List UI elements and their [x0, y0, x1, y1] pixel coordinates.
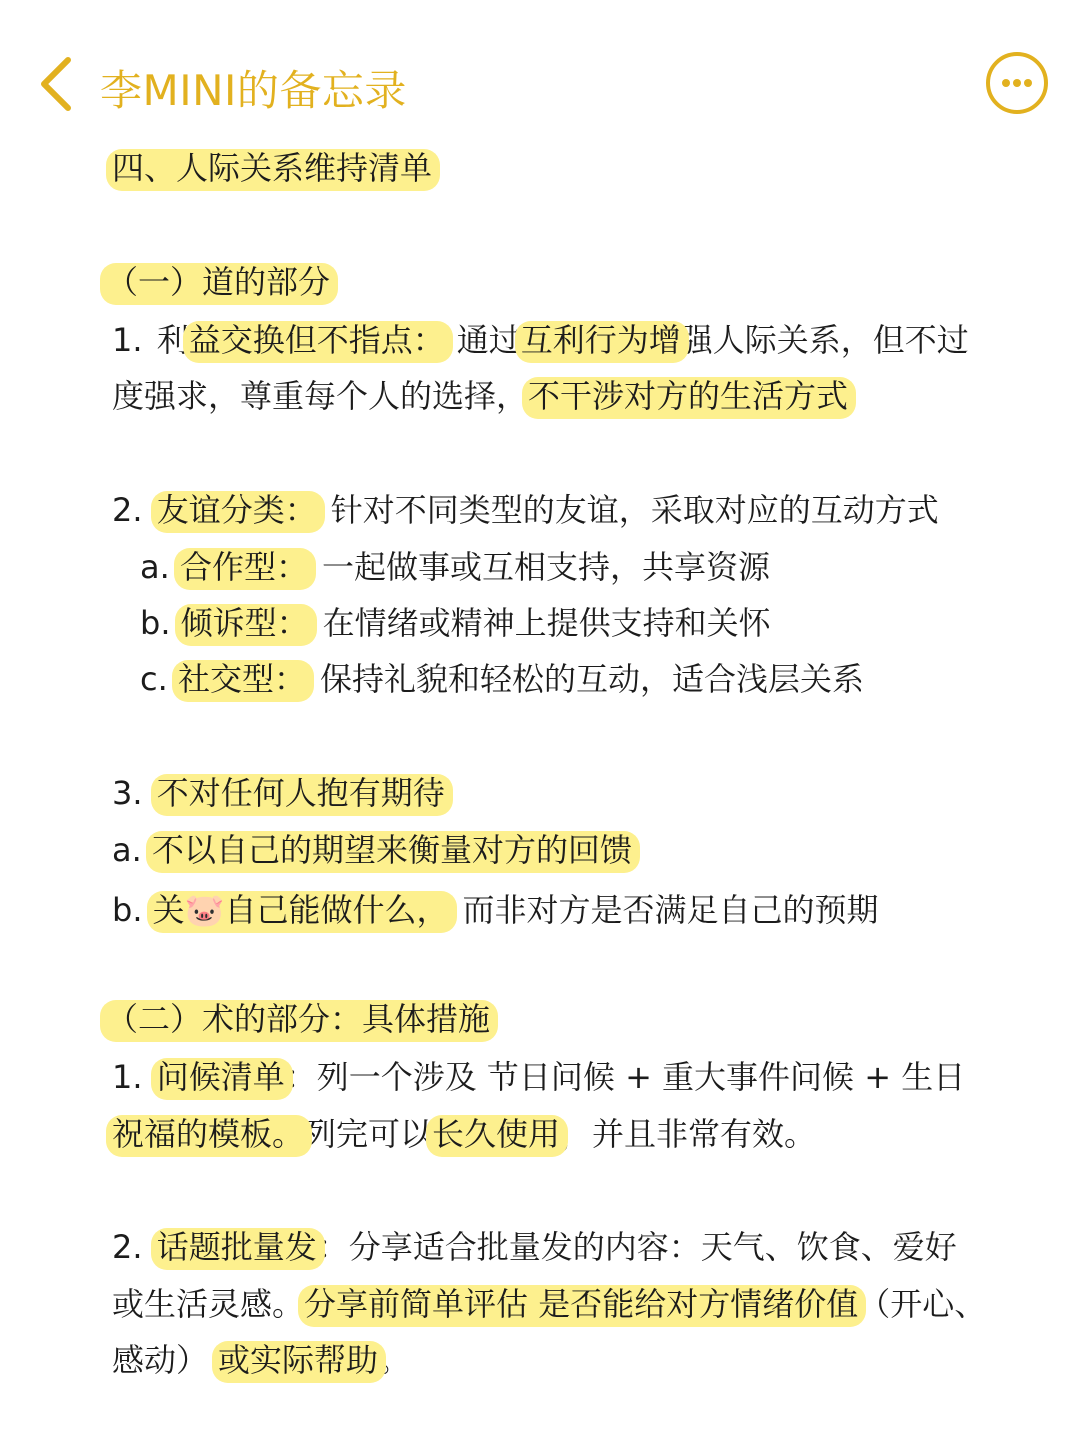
item-1-3-sub-a: a. 不以自己的期望来衡量对方的回馈	[112, 831, 632, 869]
note-heading: 四、人际关系维持清单	[112, 149, 433, 187]
item-2-2-line-3: 感动） 或实际帮助。	[112, 1341, 411, 1379]
list-item-b: b. 倾诉型： 在情绪或精神上提供支持和关怀	[140, 604, 771, 642]
item-2-1-line-1: 1. 问候清单：列一个涉及 节日问候 + 重大事件问候 + 生日	[112, 1058, 966, 1096]
item-1-1-line-1: 1. 利益交换但不指点： 通过互利行为增强人际关系，但不过	[112, 321, 969, 359]
item-2-2-line-2: 或生活灵感。分享前简单评估 是否能给对方情绪价值（开心、	[112, 1285, 987, 1323]
app-title: 李MINI的备忘录	[100, 66, 407, 115]
more-dots-icon	[990, 56, 1044, 110]
item-2-2-line-1: 2. 话题批量发：分享适合批量发的内容：天气、饮食、爱好	[112, 1228, 957, 1266]
list-item-c: c. 社交型： 保持礼貌和轻松的互动，适合浅层关系	[140, 660, 864, 698]
back-button[interactable]	[34, 52, 90, 116]
more-button[interactable]	[986, 52, 1048, 114]
section-1-title: （一）道的部分	[106, 263, 331, 301]
app-header	[0, 0, 1080, 150]
chevron-left-icon	[34, 52, 90, 116]
item-1-1-line-2: 度强求，尊重每个人的选择，不干涉对方的生活方式	[112, 377, 849, 415]
item-1-3: 3. 不对任何人抱有期待	[112, 774, 445, 812]
item-2-1-line-2: 祝福的模板。列完可以长久使用，并且非常有效。	[112, 1115, 817, 1153]
list-item-a: a. 合作型： 一起做事或互相支持，共享资源	[140, 548, 770, 586]
section-2-title: （二）术的部分：具体措施	[106, 1000, 491, 1038]
item-1-3-sub-b: b. 关🐷自己能做什么， 而非对方是否满足自己的预期	[112, 891, 879, 929]
item-1-2: 2. 友谊分类： 针对不同类型的友谊，采取对应的互动方式	[112, 491, 939, 529]
